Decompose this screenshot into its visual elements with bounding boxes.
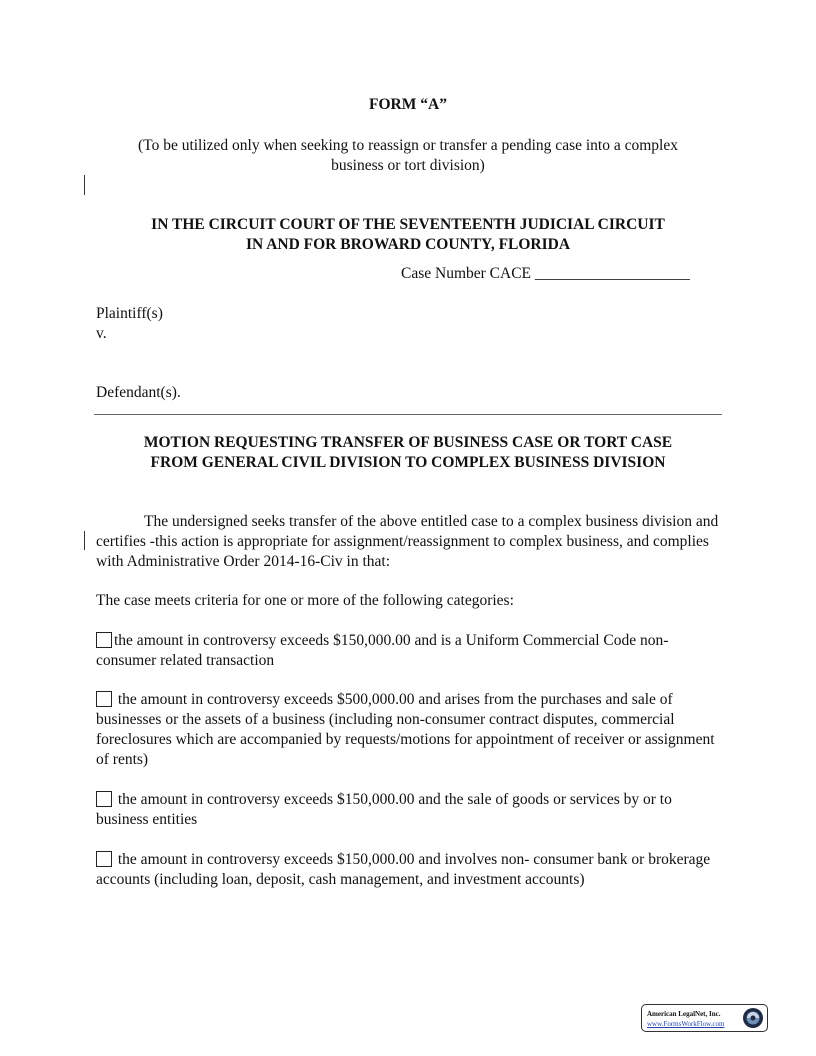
criteria-option [96, 690, 726, 770]
defendant-label: Defendant(s). [96, 384, 181, 401]
option-checkbox[interactable] [96, 632, 112, 648]
motion-title [90, 433, 726, 473]
body-paragraph-text: The undersigned seeks transfer of the above entitled case to a complex business division and certifies -this action is appropriate for assignment/reassignment to complex business, and complies with Administrative Order 2014-16-Civ in that: [96, 513, 719, 570]
case-number-field[interactable]: ____________________ [534, 265, 690, 282]
subtitle-line-2: business or tort division) [331, 157, 485, 174]
motion-title-line-2: FROM GENERAL CIVIL DIVISION TO COMPLEX BUSINESS DIVISION [150, 454, 666, 471]
footer-logo[interactable] [641, 1004, 768, 1032]
body-paragraph [96, 512, 726, 572]
caption-divider [94, 414, 722, 415]
criteria-option [96, 850, 726, 890]
option-text: the amount in controversy exceeds $150,000.00 and the sale of goods or services by or to business entities [96, 791, 672, 828]
option-text: the amount in controversy exceeds $500,000.00 and arises from the purchases and sale of businesses or the assets of a business (including non-consumer contract disputes, commercial foreclosures which are accompanied by requests/motions for appointment of receiver or assignment of rents) [96, 691, 715, 768]
revision-bar [84, 175, 85, 195]
criteria-option [96, 631, 726, 671]
subtitle-line-1: (To be utilized only when seeking to reassign or transfer a pending case into a complex [138, 137, 678, 154]
option-text: the amount in controversy exceeds $150,000.00 and is a Uniform Commercial Code non-consumer related transaction [96, 632, 669, 669]
court-heading [90, 215, 726, 255]
logo-url[interactable]: www.FormsWorkFlow.com [647, 1020, 725, 1028]
criteria-option [96, 790, 726, 830]
form-subtitle [90, 136, 726, 176]
logo-company: American LegalNet, Inc. [647, 1010, 721, 1018]
court-heading-line-2: IN AND FOR BROWARD COUNTY, FLORIDA [245, 236, 571, 253]
court-heading-line-1: IN THE CIRCUIT COURT OF THE SEVENTEENTH JUDICIAL CIRCUIT [151, 216, 665, 233]
option-checkbox[interactable] [96, 791, 112, 807]
criteria-intro: The case meets criteria for one or more of the following categories: [96, 592, 514, 609]
option-checkbox[interactable] [96, 691, 112, 707]
form-title: FORM “A” [369, 96, 447, 113]
plaintiff-label: Plaintiff(s) [96, 305, 163, 322]
option-text: the amount in controversy exceeds $150,000.00 and involves non- consumer bank or brokerage accounts (including loan, deposit, cash management, and investment accounts) [96, 851, 711, 888]
revision-bar [84, 531, 85, 550]
case-number [401, 264, 690, 284]
option-checkbox[interactable] [96, 851, 112, 867]
globe-icon [742, 1007, 764, 1029]
motion-title-line-1: MOTION REQUESTING TRANSFER OF BUSINESS CASE OR TORT CASE [143, 434, 673, 451]
versus-label: v. [96, 325, 107, 342]
case-number-label: Case Number CACE [401, 265, 532, 282]
